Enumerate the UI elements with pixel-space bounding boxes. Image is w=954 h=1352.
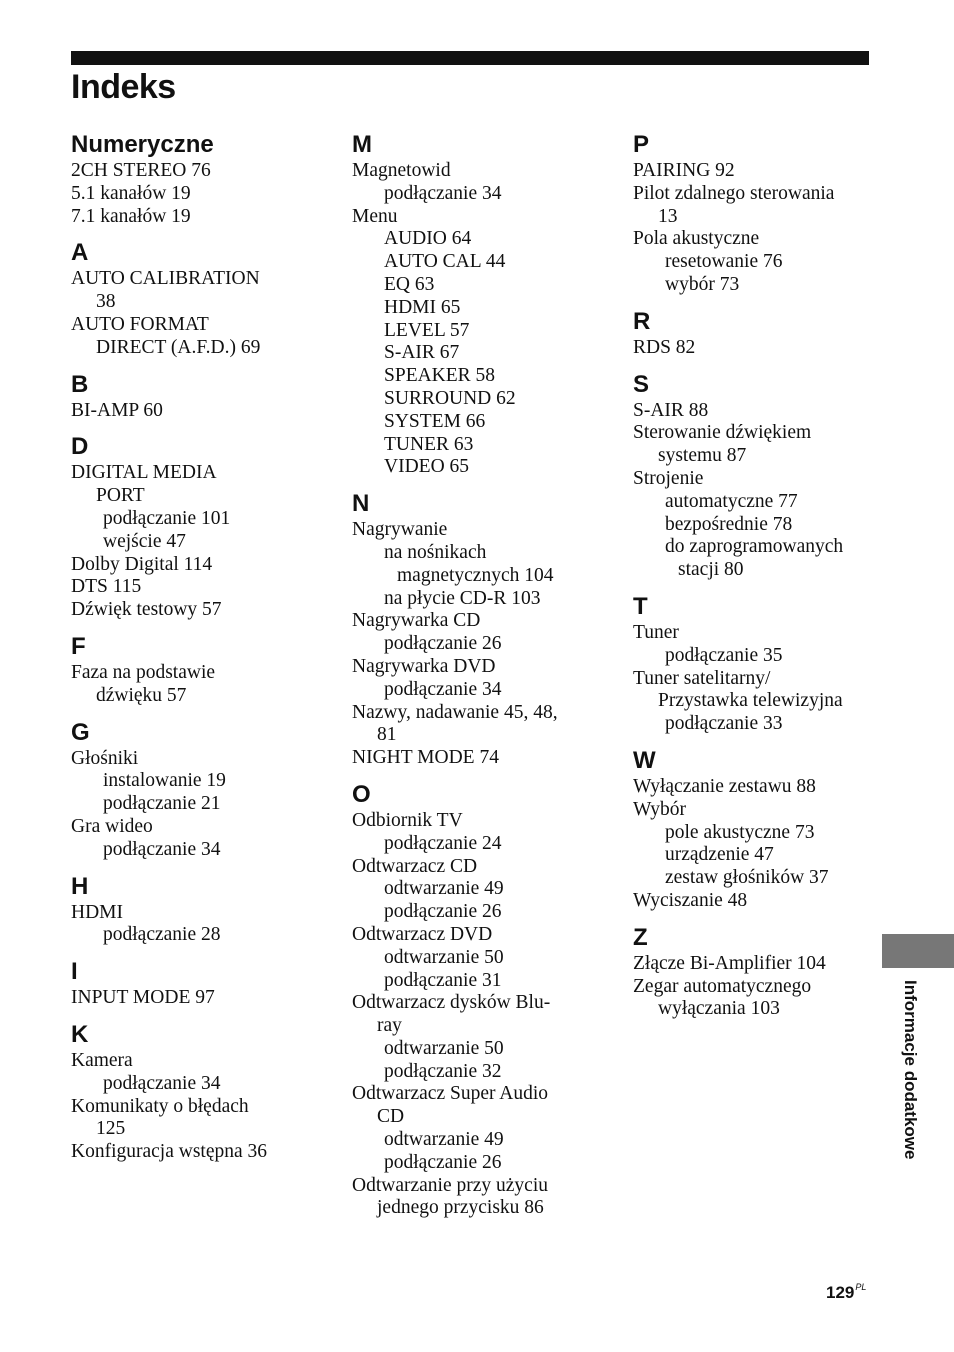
index-entry: S-AIR 67	[384, 342, 460, 364]
index-entry: CD	[377, 1106, 405, 1128]
section-heading: P	[633, 131, 650, 158]
index-entry: odtwarzanie 49	[384, 878, 504, 900]
index-entry: DIRECT (A.F.D.) 69	[96, 336, 261, 358]
index-entry: Głośniki	[71, 747, 139, 769]
index-entry: Odtwarzanie przy użyciu	[352, 1174, 548, 1196]
index-entry: AUDIO 64	[384, 228, 472, 250]
index-entry: Sterowanie dźwiękiem	[633, 422, 812, 444]
section-heading: F	[71, 632, 86, 660]
index-entry: Faza na podstawie	[71, 661, 216, 683]
section-heading: W	[633, 746, 656, 774]
index-column-1	[71, 130, 321, 1164]
index-entry: Pola akustyczne	[633, 228, 760, 250]
index-entry: podłączanie 33	[665, 713, 783, 735]
index-entry: pole akustyczne 73	[665, 821, 815, 843]
index-entry: 5.1 kanałów 19	[71, 182, 191, 204]
index-entry: Gra wideo	[71, 815, 153, 837]
index-entry: resetowanie 76	[665, 251, 783, 273]
section-heading: O	[352, 780, 371, 808]
index-entry: LEVEL 57	[384, 319, 470, 341]
section-heading: N	[352, 490, 370, 518]
top-rule	[71, 51, 869, 65]
index-entry: Menu	[352, 205, 398, 227]
index-entry: AUTO FORMAT	[71, 313, 209, 335]
side-tab-label: Informacje dodatkowe	[901, 980, 920, 1160]
index-entry: podłączanie 32	[384, 1060, 502, 1082]
index-entry: Odbiornik TV	[352, 809, 463, 831]
index-entry: Wyłączanie zestawu 88	[633, 775, 816, 797]
index-entry: Nagrywarka DVD	[352, 655, 496, 677]
page-number	[826, 1282, 866, 1303]
index-entry: podłączanie 31	[384, 969, 502, 991]
index-entry: 38	[96, 291, 116, 313]
index-entry: jednego przycisku 86	[377, 1197, 544, 1219]
section-heading: H	[71, 872, 89, 900]
section-heading: T	[633, 592, 648, 620]
index-entry: SYSTEM 66	[384, 410, 486, 432]
index-entry: instalowanie 19	[103, 770, 226, 792]
section-heading: R	[633, 307, 651, 335]
index-entry: VIDEO 65	[384, 456, 470, 478]
index-entry: stacji 80	[678, 559, 744, 581]
section-heading: K	[71, 1020, 89, 1048]
index-entry: podłączanie 34	[103, 1072, 221, 1094]
index-entry: Wyciszanie 48	[633, 889, 748, 911]
index-column-3	[633, 130, 873, 1021]
index-entry: HDMI 65	[384, 296, 461, 318]
index-column-2	[352, 130, 612, 1220]
index-entry: podłączanie 26	[384, 633, 502, 655]
index-entry: INPUT MODE 97	[71, 987, 215, 1009]
section-heading: A	[71, 239, 89, 267]
page-title: Indeks	[71, 68, 176, 106]
index-entry: podłączanie 26	[384, 1151, 502, 1173]
index-entry: podłączanie 35	[665, 644, 783, 666]
index-entry: na nośnikach	[384, 541, 487, 563]
index-entry: Konfiguracja wstępna 36	[71, 1141, 268, 1163]
index-entry: urządzenie 47	[665, 844, 774, 866]
index-entry: Tuner satelitarny/	[633, 667, 771, 689]
section-heading: D	[71, 433, 89, 461]
section-heading: B	[71, 370, 89, 398]
index-entry: odtwarzanie 50	[384, 1037, 504, 1059]
index-entry: Zegar automatycznego	[633, 975, 812, 997]
index-entry: 125	[96, 1118, 126, 1140]
index-entry: podłączanie 34	[103, 838, 221, 860]
index-entry: podłączanie 21	[103, 793, 221, 815]
index-entry: AUTO CALIBRATION	[71, 268, 260, 290]
side-tab	[882, 934, 954, 968]
section-heading: I	[71, 958, 78, 986]
index-entry: podłączanie 26	[384, 901, 502, 923]
index-entry: odtwarzanie 50	[384, 946, 504, 968]
index-entry: podłączanie 28	[103, 924, 221, 946]
index-entry: Nagrywarka CD	[352, 610, 481, 632]
index-entry: PAIRING 92	[633, 160, 735, 181]
index-entry: wybór 73	[665, 273, 740, 295]
index-entry: Wybór	[633, 798, 686, 820]
index-entry: AUTO CAL 44	[384, 251, 506, 273]
index-entry: Przystawka telewizyjna	[658, 690, 843, 712]
index-entry: NIGHT MODE 74	[352, 747, 499, 769]
index-entry: Kamera	[71, 1049, 133, 1071]
index-entry: Złącze Bi-Amplifier 104	[633, 952, 826, 974]
index-entry: Nagrywanie	[352, 519, 448, 541]
index-entry: Nazwy, nadawanie 45, 48,	[352, 701, 558, 723]
index-entry: Odtwarzacz DVD	[352, 923, 493, 945]
page-number-value: 129	[826, 1283, 855, 1302]
index-entry: dźwięku 57	[96, 684, 187, 706]
index-entry: Odtwarzacz CD	[352, 855, 478, 877]
index-entry: automatyczne 77	[665, 490, 798, 512]
index-entry: SURROUND 62	[384, 387, 516, 409]
index-entry: HDMI	[71, 901, 123, 923]
index-entry: Pilot zdalnego sterowania	[633, 182, 835, 204]
index-entry: TUNER 63	[384, 433, 474, 455]
index-entry: BI-AMP 60	[71, 399, 163, 421]
section-heading: M	[352, 131, 372, 158]
section-heading: S	[633, 370, 650, 398]
index-entry: podłączanie 34	[384, 182, 502, 204]
index-entry: magnetycznych 104	[397, 564, 554, 586]
index-entry: Magnetowid	[352, 160, 451, 181]
index-entry: podłączanie 24	[384, 832, 502, 854]
index-entry: 7.1 kanałów 19	[71, 205, 191, 227]
index-entry: S-AIR 88	[633, 399, 709, 421]
index-entry: Odtwarzacz dysków Blu-	[352, 992, 551, 1014]
index-entry: podłączanie 34	[384, 678, 502, 700]
index-entry: na płycie CD-R 103	[384, 587, 541, 609]
index-entry: 2CH STEREO 76	[71, 160, 211, 181]
index-entry: zestaw głośników 37	[665, 867, 829, 889]
index-entry: DTS 115	[71, 576, 142, 598]
index-entry: systemu 87	[658, 445, 747, 467]
index-entry: Tuner	[633, 621, 679, 643]
index-entry: DIGITAL MEDIA	[71, 462, 217, 484]
section-heading: Z	[633, 923, 648, 951]
index-entry: ray	[377, 1015, 402, 1037]
index-entry: Dolby Digital 114	[71, 553, 213, 575]
index-entry: Strojenie	[633, 467, 704, 489]
index-entry: SPEAKER 58	[384, 365, 496, 387]
index-entry: Odtwarzacz Super Audio	[352, 1083, 549, 1105]
index-entry: do zaprogramowanych	[665, 536, 844, 558]
index-entry: 81	[377, 724, 397, 746]
index-entry: Dźwięk testowy 57	[71, 599, 222, 621]
index-entry: wejście 47	[103, 530, 186, 552]
index-entry: Komunikaty o błędach	[71, 1095, 249, 1117]
index-entry: bezpośrednie 78	[665, 513, 793, 535]
index-entry: wyłączania 103	[658, 998, 780, 1020]
index-entry: podłączanie 101	[103, 507, 231, 529]
index-entry: RDS 82	[633, 336, 696, 358]
page-number-suffix: PL	[855, 1282, 867, 1292]
index-entry: EQ 63	[384, 273, 435, 295]
section-heading: G	[71, 718, 90, 746]
index-entry: 13	[658, 205, 678, 227]
section-heading: Numeryczne	[71, 131, 214, 158]
index-entry: odtwarzanie 49	[384, 1129, 504, 1151]
index-entry: PORT	[96, 485, 145, 507]
